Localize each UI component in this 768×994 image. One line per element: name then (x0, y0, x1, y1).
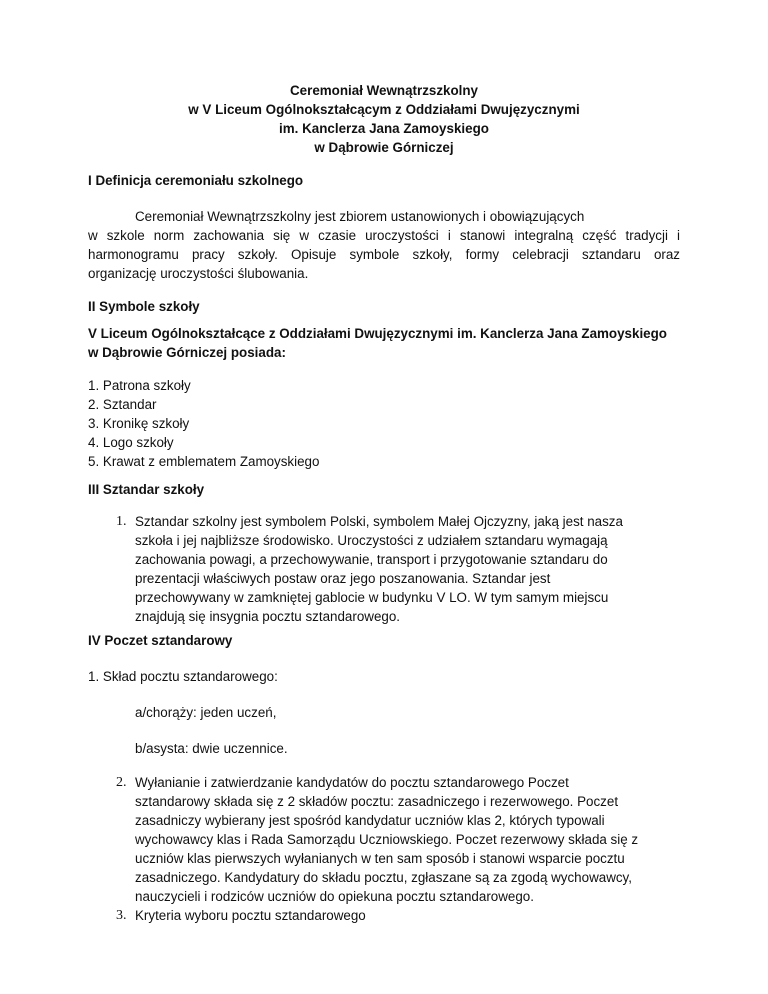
symbols-list (88, 376, 319, 471)
list-text-line: Kryteria wyboru pocztu sztandarowego (135, 908, 366, 923)
section-3-list (88, 512, 688, 626)
paragraph-line: w szkole norm zachowania się w czasie uroczystości i stanowi integralną część tradycji i (88, 228, 680, 243)
list-item (88, 512, 688, 626)
list-item (88, 773, 688, 906)
list-number: 1. (116, 514, 127, 529)
list-item (88, 906, 688, 925)
poczet-composition-label: 1. Skład pocztu sztandarowego: (88, 669, 278, 684)
section-3-heading: III Sztandar szkoły (88, 482, 205, 497)
poczet-composition-a: a/chorąży: jeden uczeń, (135, 705, 277, 720)
list-text-line: Wyłanianie i zatwierdzanie kandydatów do pocztu sztandarowego Poczet (135, 775, 569, 790)
list-text-line: zasadniczego. Kandydatury do składu pocztu, zgłaszane są za zgodą wychowawcy, (135, 870, 632, 885)
list-number: 3. (116, 908, 127, 923)
document-title (0, 81, 768, 157)
poczet-composition-b: b/asysta: dwie uczennice. (135, 741, 288, 756)
list-item: 2. Sztandar (88, 397, 157, 412)
section-1-heading: I Definicja ceremoniału szkolnego (88, 173, 304, 188)
list-text-line: szkoła i jej najbliższe środowisko. Uroczystości z udziałem sztandaru wymagają (135, 533, 608, 548)
section-4-list (88, 773, 688, 925)
intro-line: V Liceum Ogólnokształcące z Oddziałami Dwujęzycznymi im. Kanclerza Jana Zamoyskiego (88, 326, 667, 341)
list-text-line: przechowywany w zamkniętej gablocie w budynku V LO. W tym samym miejscu (135, 590, 609, 605)
title-line-3: im. Kanclerza Jana Zamoyskiego (279, 121, 489, 136)
list-text-line: nauczycieli i rodziców uczniów do opiekuna pocztu sztandarowego. (135, 889, 534, 904)
title-line-1: Ceremoniał Wewnątrzszkolny (289, 83, 479, 98)
list-text-line: Sztandar szkolny jest symbolem Polski, symbolem Małej Ojczyzny, jaką jest nasza (135, 514, 623, 529)
list-item: 1. Patrona szkoły (88, 378, 191, 393)
list-text-line: wychowawcy klas i Rada Samorządu Uczniowskiego. Poczet rezerwowy składa się z (135, 832, 639, 847)
paragraph-line: organizację uroczystości ślubowania. (88, 266, 309, 281)
list-item: 3. Kronikę szkoły (88, 416, 190, 431)
title-line-2: w V Liceum Ogólnokształcącym z Oddziałami Dwujęzycznymi (188, 102, 580, 117)
list-text-line: zachowania powagi, a przechowywanie, transport i przygotowanie sztandaru do (135, 552, 608, 567)
section-1-paragraph (88, 207, 680, 283)
list-text-line: znajdują się insygnia pocztu sztandarowego. (135, 609, 401, 624)
paragraph-line: Ceremoniał Wewnątrzszkolny jest zbiorem ustanowionych i obowiązujących (135, 209, 585, 224)
list-item: 4. Logo szkoły (88, 435, 174, 450)
section-4-heading: IV Poczet sztandarowy (88, 633, 233, 648)
list-text-line: sztandarowy składa się z 2 składów pocztu: zasadniczego i rezerwowego. Poczet (135, 794, 619, 809)
list-number: 2. (116, 775, 127, 790)
intro-line: w Dąbrowie Górniczej posiada: (88, 345, 286, 360)
list-text-line: uczniów klas pierwszych wyłanianych w ten sam sposób i stanowi wsparcie pocztu (135, 851, 625, 866)
section-2-heading: II Symbole szkoły (88, 299, 200, 314)
title-line-4: w Dąbrowie Górniczej (314, 140, 454, 155)
section-2-intro (88, 324, 667, 362)
list-item: 5. Krawat z emblematem Zamoyskiego (88, 454, 320, 469)
list-text-line: prezentacji właściwych postaw oraz jego poszanowania. Sztandar jest (135, 571, 551, 586)
paragraph-line: harmonogramu pracy szkoły. Opisuje symbole szkoły, formy celebracji sztandaru oraz (88, 247, 680, 262)
list-text-line: zasadniczy wybierany jest spośród kandydatur uczniów klas 2, których typowali (135, 813, 605, 828)
